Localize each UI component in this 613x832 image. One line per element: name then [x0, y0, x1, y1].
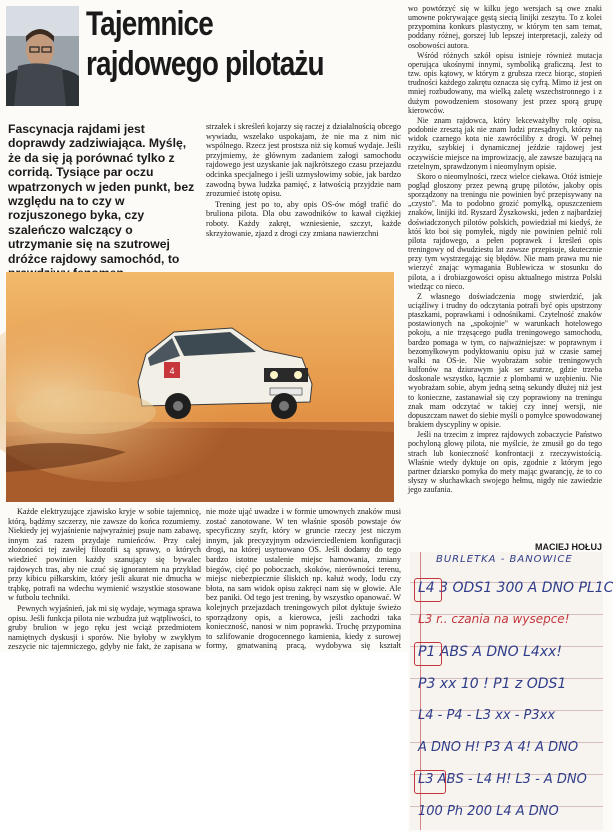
red-box-mark: [414, 770, 446, 794]
notes-header: BURLETKA - BANOWICE: [436, 554, 573, 565]
author-byline: MACIEJ HOŁUJ: [535, 542, 603, 552]
blank-area: [0, 652, 408, 832]
notes-line: L4 3 ODS1 300 A DNO PL1C: [418, 580, 613, 596]
paragraph: nie może ująć uwadze i w formie umownych znaków musi zostać zanotowane. W ten właśnie sposób powstaje ów specyficzny szyfr, który w gruncie rzeczy jest niczym innym, jak precyzyjnym odzwierciedleniem konfiguracji drogi, na której usytuowano OS. Jeśli dodamy do tego bardzo istotne ustalenie miejsc hamowania, zmiany biegów, cięć po poboczach, skoków, nierówności terenu, miejsc niebezpiecznie śliskich np. kałuż wody, lodu czy błota, na sam widok opisu zakręci nam się w głowie. Ale bez paniki. Od tego jest trening, by wszystko opanować. W kolejnych przejazdach treningowych pilot dyktuje świeżo sporządzony opis, a kierowca, jeśli zachodzi taka konieczność, nanosi w nim poprawki. Trochę przypomina to szlifowanie drogocennego kamienia, kiedy z surowej formy, gmatwaniną pracą, wydobywa się kształt: [206, 507, 401, 651]
svg-text:4: 4: [169, 366, 175, 376]
red-box-mark: [414, 578, 442, 602]
paragraph: strzałek i skreśleń kojarzy się raczej z działalnością obcego wywiadu, wszelako uspokajam, że nie ma z nim nic wspólnego. Rzecz jest prostsza niż się komuś wydaje. Jeśli przyjmiemy, że głównym zadaniem załogi samochodu rajdowego jest uzyskanie jak najkrótszego czasu przejazdu odcinka specjalnego i jeśli uzmysłowimy sobie, jak bardzo zawodną bywa ludzka pamięć, z łatwością przyjdzie nam zrozumieć istotę opisu.: [206, 122, 401, 199]
notes-line: 100 Ph 200 L4 A DNO: [418, 804, 559, 819]
title-line-2: rajdowego pilotażu: [86, 45, 324, 83]
title-line-1: Tajemnice: [86, 5, 213, 43]
notes-line: L3 ABS - L4 H! L3 - A DNO: [418, 772, 587, 787]
paragraph: wo powtórzyć się w kilku jego wersjach są owe znaki umowne pokrywające gęstą siecią linijki zeszytu. To z kolei przypomina konkurs plastyczny, w którym ten sam temat, poddany różnej, gorszej lub lepszej interpretacji, zależy od osobowości autora.: [408, 4, 602, 50]
notes-line: P1 ABS A DNO L4xx!: [418, 644, 562, 660]
notes-line: L3 r.. czania na wysepce!: [418, 612, 570, 626]
pace-notes-photo: [410, 552, 613, 830]
red-box-mark: [414, 642, 442, 666]
column-right: [408, 4, 602, 534]
column-left-bottom: [8, 507, 201, 653]
column-middle-top: [206, 122, 401, 270]
paragraph: Jeśli na trzecim z imprez rajdowych zobaczycie Państwo pochyloną głowę pilota, nie myślcie, że zmusił go do tego strach lub konieczność konfrontacji z rzeczywistością. Właśnie wtedy dyktuje on opis, zgodnie z którym jego partner dziarsko pomyka do mety mając gwarancję, że to co słyszy w słuchawkach swojego hełmu, nigdy nie zawiedzie jego zaufania.: [408, 430, 602, 495]
paragraph: Z własnego doświadczenia mogę stwierdzić, jak uciążliwy i trudny do odczytania potrafi być opis upstrzony ptaszkami, poprawkami i odnośnikami. Czytelność znaków postawionych na „spokojnie" w warunkach hotelowego pokoju, a nie trzęsącego pudła treningowego samochodu, bardzo pomaga w tym, co najważniejsze: w poprawnym i bezomyłkowym podyktowaniu opisu już w czasie samej walki na OS-ie. Nie wyobrażam sobie treningowych kulfonów na dziurawym jak ser szutrze, gdzie trzeba doskonale wszystko, łącznie z plombami w uzębieniu. Nie wyobrażam sobie, abym jedną setną sekundy dłużej niż jest to konieczne, zastanawiał się czy poprawiony na treningu znak mam odczytać w takiej czy innej wersji, nie dopuszczam nawet do siebie myśli o pomyłce spowodowanej brakiem dyscypliny w opisie.: [408, 291, 602, 430]
article-title: [86, 4, 332, 84]
notes-line: P3 xx 10 ! P1 z ODS1: [418, 676, 567, 692]
paragraph: Każde elektryzujące zjawisko kryje w sobie tajemnicę, którą, bądźmy szczerzy, nie zawsze do końca rozumiemy. Niekiedy jej wyjaśnienie najwyraźniej psuje nam zabawę, innym zaś razem przydaje rumieńców. Przy całej złożoności tej zawiłej filozofii są sprawy, o których wiedzieć powinien każdy szanujący się bywalec rajdowych tras, aby nie czuć się ignorantem na przykład przy kibicu piłkarskim, który jeśli akurat nie dmucha w trąbkę, potrafi na wdechu wymienić wszystkie stosowane w futbolu techniki.: [8, 507, 201, 603]
article-lead: Fascynacja rajdami jest doprawdy zadziwiająca. Myślę, że da się ją porównać tylko z corridą. Tysiące par oczu wpatrzonych w jeden punkt, bez względu na to czy w rozjuszonego byka, czy szaleńczo walczący o utrzymanie się na szutrowej dróżce rajdowy samochód, to: [8, 122, 195, 266]
rally-car-photo: [6, 272, 394, 502]
paragraph: Skoro o nieomylności, rzecz wielce ciekawa. Otóż istnieje pogląd głoszony przez pewną grupę pilotów, jakoby opis sporządzony na treningu nie powinien być przepisywany na „czysto". Ma to podobno grozić pomyłką, opuszczeniem znaków, linijki itd. Ryszard Żyszkowski, jeden z najbardziej doświadczonych pilotów polskich, powiedział mi kiedyś, że któś kto boi się pomyłek, nigdy nie powinien pełnić roli pilota rajdowego, a pełen poprawek i kreśleń opis treningowy od dwudziestu lat zawsze przepisuje, skutecznie przy tym wystrzegając się błędów. Nie mam prawa mu nie wierzyć znając wymagania Bublewicza w stosunku do pilota, a i drobiazgowości opisu aktualnego mistrza Polski wiedząc co nieco.: [408, 171, 602, 291]
notes-line: L4 - P4 - L3 xx - P3xx: [418, 708, 556, 723]
paragraph: Wśród różnych szkół opisu istnieje również mutacja operująca ukośnymi innymi, symboliką graficzną. Jest to tzw. opis kątowy, w którym z grubsza rzecz biorąc, stopień trudności każdego zakrętu oznacza się cyfrą. Mimo iż jest on mniej rozbudowany, ma wielką zaletę wszechstronnego i z dużym powodzeniem stosowany jest przez sporą grupę kierowców.: [408, 50, 602, 115]
column-middle-bottom: [206, 507, 401, 653]
author-portrait: [6, 6, 79, 106]
notes-line: A DNO H! P3 A 4! A DNO: [418, 740, 579, 755]
paragraph: Trening jest po to, aby opis OS-ów mógł trafić do bruliona pilota. Dla obu zawodników to kawał ciężkiej roboty. Każdy zakręt, wzniesienie, szczyt, każde skrzyżowanie, zjazd z drogi czy zmiana nawierzchni: [206, 199, 401, 238]
paragraph: Pewnych wyjaśnień, jak mi się wydaje, wymaga sprawa opisu. Jeśli funkcja pilota nie wzbudza już wątpliwości, to gruby brulion w jego ręku jest wciąż przedmiotem namiętnych dyskusji i sporów. Nie byłoby w zwykłym zeszycie nic tajemniczego, gdyby nie fakt, że zapisana w: [8, 603, 201, 652]
paragraph: Nie znam rajdowca, który lekceważyłby rolę opisu, podobnie zresztą jak nie znam ludzi przesądnych, którzy na widok czarnego kota nie zawróciliby z drogi. W pełnej rzyżku, szybkiej i dynamicznej jeździe rajdowej jest oczywiście miejsce na improwizację, ale zawsze bazującą na rzetelnym, sprawdzonym i nieomylnym opisie.: [408, 115, 602, 171]
